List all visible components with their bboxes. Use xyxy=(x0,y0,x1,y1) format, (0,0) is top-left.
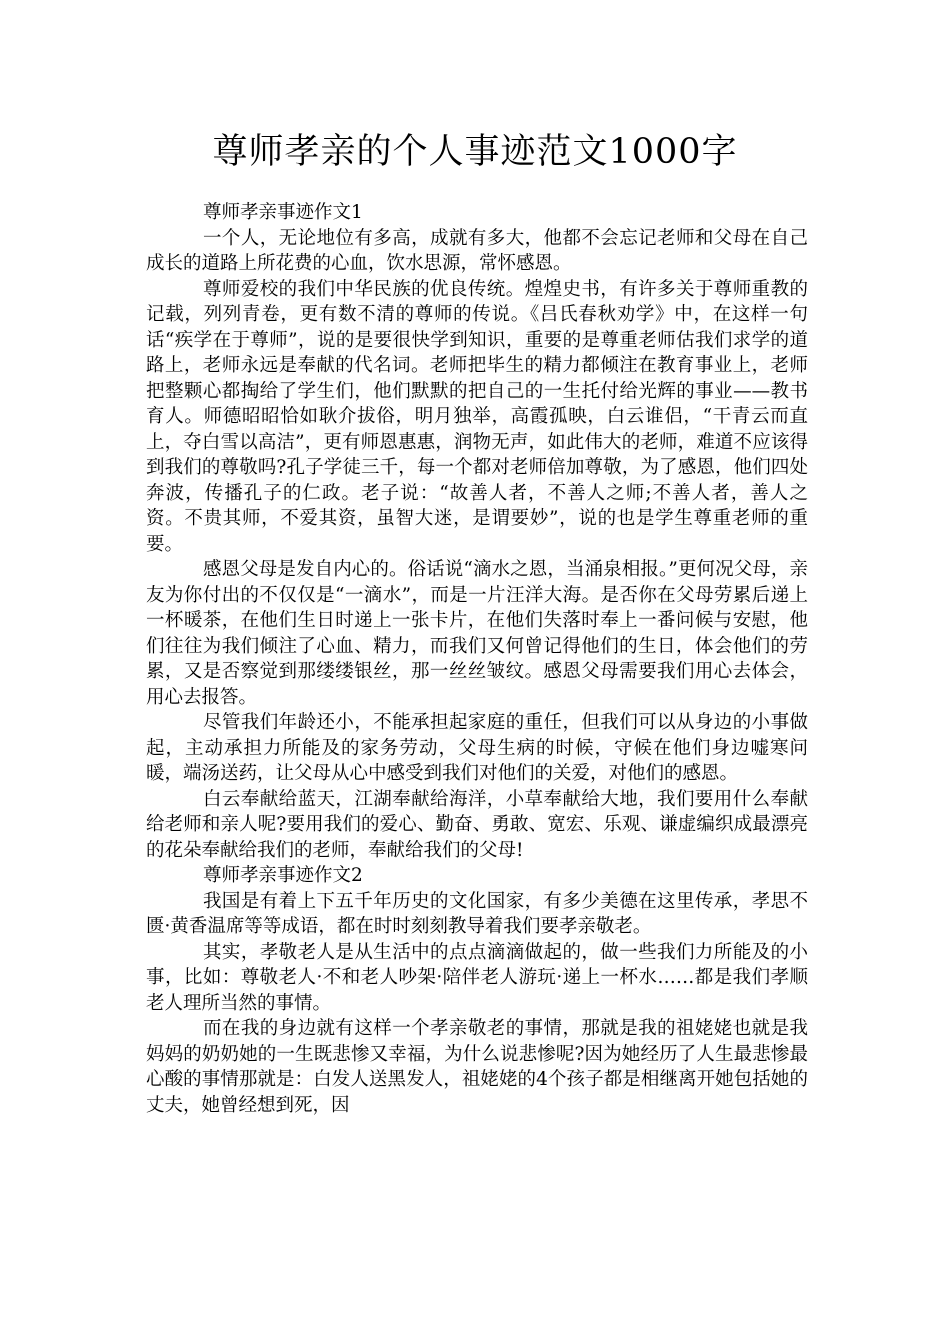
document-body xyxy=(146,200,808,1118)
section-heading-2: 尊师孝亲事迹作文2 xyxy=(203,865,363,886)
paragraph: 而在我的身边就有这样一个孝亲敬老的事情，那就是我的祖姥姥也就是我妈妈的奶奶她的一生既悲惨又幸福，为什么说悲惨呢?因为她经历了人生最悲惨最心酸的事情那就是：白发人送黑发人，祖姥姥的4个孩子都是相继离开她包括她的丈夫，她曾经想到死，因 xyxy=(146,1018,808,1116)
paragraph: 感恩父母是发自内心的。俗话说“滴水之恩，当涌泉相报。”更何况父母，亲友为你付出的不仅仅是“一滴水”，而是一片汪洋大海。是否你在父母劳累后递上一杯暖茶，在他们生日时递上一张卡片，在他们失落时奉上一番问候与安慰，他们往往为我们倾注了心血、精力，而我们又何曾记得他们的生日，体会他们的劳累，又是否察觉到那缕缕银丝，那一丝丝皱纹。感恩父母需要我们用心去体会，用心去报答。 xyxy=(146,559,808,708)
paragraph: 尊师爱校的我们中华民族的优良传统。煌煌史书，有许多关于尊师重教的记载，列列青卷，更有数不清的尊师的传说。《吕氏春秋劝学》中，在这样一句话“疾学在于尊师”，说的是要很快学到知识，重要的是尊重老师估我们求学的道路上，老师永远是奉献的代名词。老师把毕生的精力都倾注在教育事业上，老师把整颗心都掏给了学生们，他们默默的把自己的一生托付给光辉的事业——教书育人。师德昭昭恰如耿介拔俗，明月独举，高霞孤映，白云谁侣，“干青云而直上，夺白雪以高洁”，更有师恩惠惠，润物无声，如此伟大的老师，难道不应该得到我们的尊敬吗?孔子学徒三千，每一个都对老师倍加尊敬，为了感恩，他们四处奔波，传播孔子的仁政。老子说：“故善人者，不善人之师;不善人者，善人之资。不贵其师，不爱其资，虽智大迷，是谓要妙”，说的也是学生尊重老师的重要。 xyxy=(146,278,808,555)
section-heading-1: 尊师孝亲事迹作文1 xyxy=(203,202,363,223)
paragraph: 一个人，无论地位有多高，成就有多大，他都不会忘记老师和父母在自己成长的道路上所花费的心血，饮水思源，常怀感恩。 xyxy=(146,227,808,274)
paragraph: 白云奉献给蓝天，江湖奉献给海洋，小草奉献给大地，我们要用什么奉献给老师和亲人呢?要用我们的爱心、勤奋、勇敢、宽宏、乐观、谦虚编织成最漂亮的花朵奉献给我们的老师，奉献给我们的父母! xyxy=(146,788,808,861)
document-title: 尊师孝亲的个人事迹范文1000字 xyxy=(212,132,738,172)
paragraph: 我国是有着上下五千年历史的文化国家，有多少美德在这里传承，孝思不匮·黄香温席等等成语，都在时时刻刻教导着我们要孝亲敬老。 xyxy=(146,890,808,937)
paragraph: 尽管我们年龄还小，不能承担起家庭的重任，但我们可以从身边的小事做起，主动承担力所能及的家务劳动，父母生病的时候，守候在他们身边嘘寒问暖，端汤送药，让父母从心中感受到我们对他们的关爱，对他们的感恩。 xyxy=(146,712,808,784)
paragraph: 其实，孝敬老人是从生活中的点点滴滴做起的，做一些我们力所能及的小事，比如：尊敬老人·不和老人吵架·陪伴老人游玩·递上一杯水……都是我们孝顺老人理所当然的事情。 xyxy=(146,941,808,1014)
